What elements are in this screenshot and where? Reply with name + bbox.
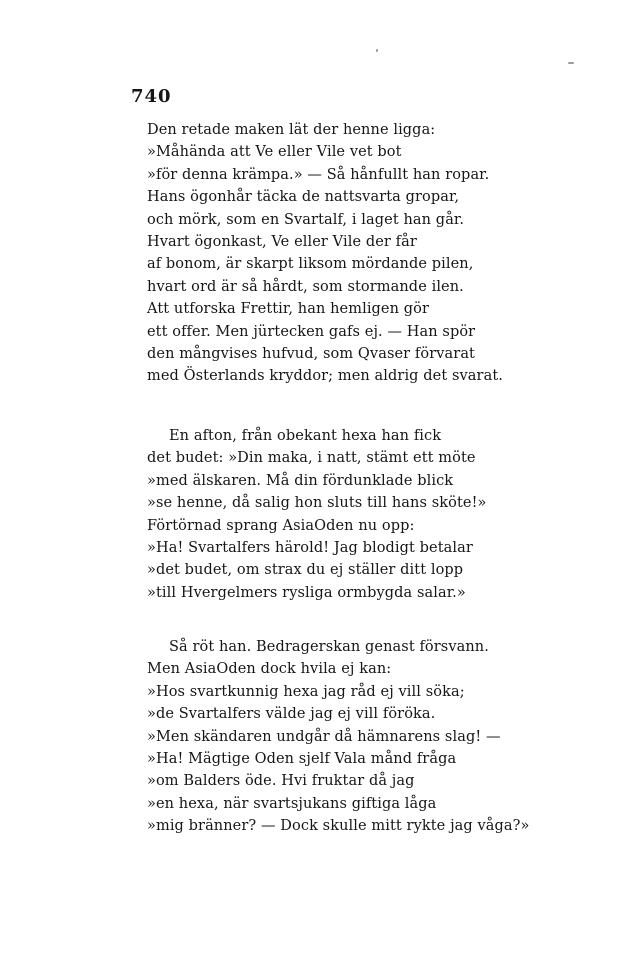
verse-line: »för denna krämpa.» — Så hånfullt han ropar. — [147, 166, 490, 183]
verse-line: Att utforska Frettir, han hemligen gör — [147, 301, 430, 318]
verse-line: Hvart ögonkast, Ve eller Vile der får — [147, 233, 417, 250]
scan-speck — [568, 62, 574, 64]
stanza-3 — [147, 636, 530, 838]
verse-line: det budet: »Din maka, i natt, stämt ett möte — [147, 450, 476, 467]
verse-line: »Ha! Mägtige Oden sjelf Vala månd fråga — [147, 750, 457, 767]
verse-line: ett offer. Men jürtecken gafs ej. — Han spör — [147, 323, 476, 340]
verse-line: af bonom, är skarpt liksom mördande pilen, — [147, 256, 474, 273]
verse-line: »se henne, då salig hon sluts till hans sköte!» — [147, 495, 487, 512]
verse-line: »en hexa, när svartsjukans giftiga låga — [147, 795, 437, 812]
verse-line: »Ha! Svartalfers härold! Jag blodigt betalar — [147, 539, 473, 556]
verse-line: »mig bränner? — Dock skulle mitt rykte jag våga?» — [147, 818, 530, 835]
verse-line: Hans ögonhår täcka de nattsvarta gropar, — [147, 189, 460, 206]
verse-line: »Hos svartkunnig hexa jag råd ej vill söka; — [147, 683, 465, 700]
verse-line: den mångvises hufvud, som Qvaser förvarat — [147, 345, 475, 362]
verse-line: »det budet, om strax du ej ställer ditt lopp — [147, 562, 464, 579]
scan-speck — [376, 49, 378, 52]
stanza-2 — [147, 425, 486, 604]
verse-line: med Österlands kryddor; men aldrig det svarat. — [147, 368, 503, 385]
verse-line: Men AsiaOden dock hvila ej kan: — [147, 661, 392, 678]
verse-line: Förtörnad sprang AsiaOden nu opp: — [147, 517, 415, 534]
stanza-1 — [147, 119, 503, 388]
verse-line: »Måhända att Ve eller Vile vet bot — [147, 144, 402, 161]
verse-line: Så röt han. Bedragerskan genast försvann. — [169, 639, 489, 655]
verse-line: »med älskaren. Må din fördunklade blick — [147, 472, 454, 489]
verse-line: och mörk, som en Svartalf, i laget han går. — [147, 211, 465, 228]
verse-line: hvart ord är så hårdt, som stormande ilen. — [147, 278, 464, 295]
verse-line: En afton, från obekant hexa han fick — [169, 428, 442, 444]
verse-line: »de Svartalfers välde jag ej vill föröka. — [147, 706, 436, 723]
verse-line: »Men skändaren undgår då hämnarens slag! — — [147, 728, 501, 745]
page-number: 740 — [131, 86, 172, 107]
verse-line: »till Hvergelmers rysliga ormbygda salar.» — [147, 584, 466, 601]
verse-line: »om Balders öde. Hvi fruktar då jag — [147, 773, 415, 790]
verse-line: Den retade maken lät der henne ligga: — [147, 122, 436, 138]
